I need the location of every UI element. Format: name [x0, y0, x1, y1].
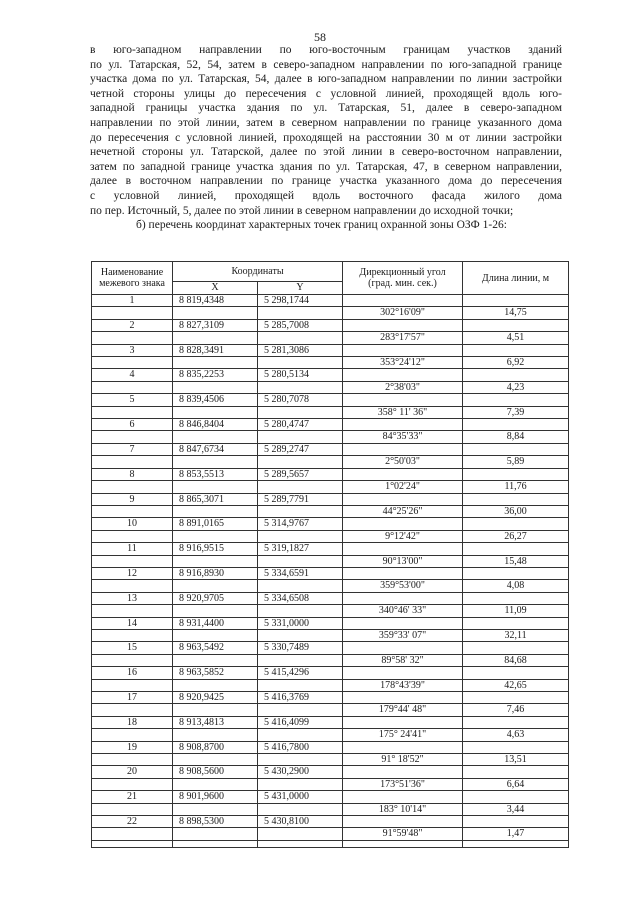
table-row-continuation	[92, 840, 569, 847]
table-row-segment	[92, 406, 569, 418]
segment-length: 26,27	[463, 530, 569, 542]
table-row-segment	[92, 778, 569, 790]
point-name: 2	[92, 319, 173, 331]
empty-cell	[92, 307, 173, 319]
segment-length: 7,39	[463, 406, 569, 418]
table-row-point	[92, 741, 569, 753]
segment-length: 4,63	[463, 729, 569, 741]
empty-cell	[92, 679, 173, 691]
empty-cell	[173, 381, 258, 393]
empty-cell	[92, 605, 173, 617]
empty-cell	[463, 642, 569, 654]
table-row-segment	[92, 431, 569, 443]
point-x: 8 908,5600	[173, 766, 258, 778]
empty-cell	[463, 518, 569, 530]
empty-cell	[343, 791, 463, 803]
point-y: 5 289,5657	[258, 468, 343, 480]
segment-length: 5,89	[463, 456, 569, 468]
header-length: Длина линии, м	[463, 262, 569, 295]
empty-cell	[343, 518, 463, 530]
table-row-segment	[92, 357, 569, 369]
point-y: 5 430,8100	[258, 816, 343, 828]
point-name: 4	[92, 369, 173, 381]
empty-cell	[463, 369, 569, 381]
point-x: 8 846,8404	[173, 419, 258, 431]
empty-cell	[258, 754, 343, 766]
table-row-segment	[92, 828, 569, 840]
empty-cell	[173, 654, 258, 666]
point-x: 8 847,6734	[173, 443, 258, 455]
point-name: 18	[92, 716, 173, 728]
empty-cell	[343, 295, 463, 307]
empty-cell	[343, 567, 463, 579]
point-y: 5 331,0000	[258, 617, 343, 629]
empty-cell	[463, 667, 569, 679]
empty-cell	[463, 766, 569, 778]
empty-cell	[173, 555, 258, 567]
segment-angle: 9°12'42"	[343, 530, 463, 542]
segment-length: 32,11	[463, 629, 569, 641]
empty-cell	[173, 357, 258, 369]
table-row-point	[92, 493, 569, 505]
point-name: 15	[92, 642, 173, 654]
empty-cell	[463, 791, 569, 803]
point-x: 8 865,3071	[173, 493, 258, 505]
table-row-point	[92, 543, 569, 555]
empty-cell	[173, 629, 258, 641]
empty-cell	[92, 654, 173, 666]
point-x: 8 828,3491	[173, 344, 258, 356]
empty-cell	[343, 642, 463, 654]
empty-cell	[258, 456, 343, 468]
table-row-point	[92, 692, 569, 704]
point-x: 8 920,9705	[173, 592, 258, 604]
paragraph-line: далее в восточном направлении по границе участка указанного дома до пересечения	[90, 175, 562, 188]
table-row-point	[92, 642, 569, 654]
point-name: 17	[92, 692, 173, 704]
point-name: 3	[92, 344, 173, 356]
point-x: 8 835,2253	[173, 369, 258, 381]
empty-cell	[258, 828, 343, 840]
point-y: 5 416,7800	[258, 741, 343, 753]
table-row-point	[92, 716, 569, 728]
empty-cell	[92, 580, 173, 592]
segment-length: 4,08	[463, 580, 569, 592]
empty-cell	[463, 295, 569, 307]
segment-length: 13,51	[463, 754, 569, 766]
point-x: 8 853,5513	[173, 468, 258, 480]
table-row-segment	[92, 332, 569, 344]
point-y: 5 416,4099	[258, 716, 343, 728]
empty-cell	[92, 729, 173, 741]
segment-length: 3,44	[463, 803, 569, 815]
point-y: 5 314,9767	[258, 518, 343, 530]
table-row-segment	[92, 729, 569, 741]
segment-angle: 175° 24'41"	[343, 729, 463, 741]
empty-cell	[258, 481, 343, 493]
segment-angle: 359°53'00"	[343, 580, 463, 592]
table-row-point	[92, 394, 569, 406]
empty-cell	[463, 840, 569, 847]
empty-cell	[343, 369, 463, 381]
point-y: 5 280,4747	[258, 419, 343, 431]
empty-cell	[173, 505, 258, 517]
paragraph-line: по пер. Источный, 5, далее по этой линии в северном направлении до исходной точки;	[90, 204, 514, 217]
paragraph-line: до пересечения с условной линией, проходящей на расстоянии 30 м от линии застройки	[90, 131, 562, 144]
empty-cell	[258, 431, 343, 443]
point-y: 5 319,1827	[258, 543, 343, 555]
empty-cell	[173, 406, 258, 418]
empty-cell	[463, 468, 569, 480]
table-row-point	[92, 344, 569, 356]
empty-cell	[173, 778, 258, 790]
point-y: 5 289,7791	[258, 493, 343, 505]
body-text	[90, 43, 562, 233]
empty-cell	[343, 840, 463, 847]
table-row-segment	[92, 605, 569, 617]
empty-cell	[258, 307, 343, 319]
empty-cell	[343, 766, 463, 778]
point-x: 8 916,9515	[173, 543, 258, 555]
point-x: 8 901,9600	[173, 791, 258, 803]
empty-cell	[258, 580, 343, 592]
paragraph-line: по ул. Татарская, 52, 54, затем в северо-западном направлении по юго-западной границе	[90, 58, 562, 71]
empty-cell	[173, 828, 258, 840]
segment-length: 6,64	[463, 778, 569, 790]
point-y: 5 298,1744	[258, 295, 343, 307]
table-row-point	[92, 766, 569, 778]
point-name: 19	[92, 741, 173, 753]
segment-length: 14,75	[463, 307, 569, 319]
paragraph-line: западной границы участка здания по ул. Татарская, 51, далее в северо-западном	[90, 102, 562, 115]
empty-cell	[92, 803, 173, 815]
empty-cell	[258, 332, 343, 344]
empty-cell	[173, 530, 258, 542]
segment-length: 42,65	[463, 679, 569, 691]
point-y: 5 289,2747	[258, 443, 343, 455]
empty-cell	[463, 493, 569, 505]
point-name: 6	[92, 419, 173, 431]
table-row-segment	[92, 307, 569, 319]
empty-cell	[258, 840, 343, 847]
table-row-segment	[92, 481, 569, 493]
point-y: 5 415,4296	[258, 667, 343, 679]
table-row-point	[92, 295, 569, 307]
point-name: 22	[92, 816, 173, 828]
point-x: 8 839,4506	[173, 394, 258, 406]
table-row-point	[92, 419, 569, 431]
empty-cell	[173, 754, 258, 766]
empty-cell	[92, 629, 173, 641]
point-y: 5 285,7008	[258, 319, 343, 331]
point-name: 14	[92, 617, 173, 629]
segment-length: 7,46	[463, 704, 569, 716]
segment-length: 15,48	[463, 555, 569, 567]
segment-angle: 44°25'26"	[343, 505, 463, 517]
empty-cell	[173, 679, 258, 691]
empty-cell	[258, 679, 343, 691]
point-x: 8 963,5852	[173, 667, 258, 679]
table-row-point	[92, 592, 569, 604]
empty-cell	[173, 704, 258, 716]
empty-cell	[258, 357, 343, 369]
empty-cell	[173, 803, 258, 815]
empty-cell	[463, 419, 569, 431]
empty-cell	[92, 381, 173, 393]
segment-angle: 173°51'36"	[343, 778, 463, 790]
paragraph-line: в юго-западном направлении по юго-восточным границам участков зданий	[90, 44, 562, 56]
point-y: 5 334,6508	[258, 592, 343, 604]
point-name: 13	[92, 592, 173, 604]
header-angle: Дирекционный угол (град. мин. сек.)	[343, 262, 463, 295]
point-name: 20	[92, 766, 173, 778]
table-row-point	[92, 518, 569, 530]
table-row-segment	[92, 679, 569, 691]
empty-cell	[463, 319, 569, 331]
segment-angle: 183° 10'14"	[343, 803, 463, 815]
point-name: 5	[92, 394, 173, 406]
point-x: 8 891,0165	[173, 518, 258, 530]
empty-cell	[92, 332, 173, 344]
point-name: 8	[92, 468, 173, 480]
segment-length: 11,09	[463, 605, 569, 617]
empty-cell	[343, 716, 463, 728]
point-name: 21	[92, 791, 173, 803]
table-row-point	[92, 617, 569, 629]
empty-cell	[343, 543, 463, 555]
segment-length: 4,23	[463, 381, 569, 393]
point-y: 5 330,7489	[258, 642, 343, 654]
empty-cell	[258, 555, 343, 567]
empty-cell	[258, 654, 343, 666]
segment-length: 36,00	[463, 505, 569, 517]
point-y: 5 431,0000	[258, 791, 343, 803]
table-row-point	[92, 468, 569, 480]
segment-angle: 358° 11' 36"	[343, 406, 463, 418]
point-name: 1	[92, 295, 173, 307]
empty-cell	[343, 592, 463, 604]
point-y: 5 416,3769	[258, 692, 343, 704]
point-y: 5 430,2900	[258, 766, 343, 778]
empty-cell	[343, 493, 463, 505]
empty-cell	[258, 530, 343, 542]
segment-angle: 91°59'48"	[343, 828, 463, 840]
segment-length: 11,76	[463, 481, 569, 493]
segment-angle: 2°50'03"	[343, 456, 463, 468]
segment-length: 1,47	[463, 828, 569, 840]
point-x: 8 963,5492	[173, 642, 258, 654]
table-row-point	[92, 567, 569, 579]
empty-cell	[343, 468, 463, 480]
point-name: 10	[92, 518, 173, 530]
table-row-point	[92, 443, 569, 455]
empty-cell	[463, 816, 569, 828]
segment-length: 4,51	[463, 332, 569, 344]
table-subheading: б) перечень координат характерных точек границ охранной зоны ОЗФ 1-26:	[136, 219, 507, 232]
table-row-segment	[92, 555, 569, 567]
segment-angle: 179°44' 48"	[343, 704, 463, 716]
paragraph-line: с условной линией, проходящей вдоль восточного фасада жилого дома	[90, 189, 562, 202]
table-row-point	[92, 791, 569, 803]
empty-cell	[343, 394, 463, 406]
table-row-segment	[92, 580, 569, 592]
point-y: 5 281,3086	[258, 344, 343, 356]
empty-cell	[463, 567, 569, 579]
segment-angle: 178°43'39"	[343, 679, 463, 691]
segment-angle: 89°58' 32"	[343, 654, 463, 666]
point-y: 5 334,6591	[258, 567, 343, 579]
segment-angle: 84°35'33"	[343, 431, 463, 443]
empty-cell	[463, 543, 569, 555]
table-row-segment	[92, 629, 569, 641]
empty-cell	[92, 840, 173, 847]
paragraph-line: нечетной стороны ул. Татарской, далее по этой линии в северо-восточном направлении,	[90, 146, 562, 159]
paragraph-line: участка дома по ул. Татарская, 54, далее в юго-западном направлении по линии застройки	[90, 73, 562, 86]
table-row-segment	[92, 505, 569, 517]
point-name: 16	[92, 667, 173, 679]
point-x: 8 827,3109	[173, 319, 258, 331]
segment-angle: 359°33' 07"	[343, 629, 463, 641]
point-name: 7	[92, 443, 173, 455]
point-y: 5 280,7078	[258, 394, 343, 406]
paragraph-line: направлении по этой линии, затем в северном направлении по границе указанного дома	[90, 116, 562, 129]
empty-cell	[173, 580, 258, 592]
empty-cell	[92, 828, 173, 840]
empty-cell	[258, 505, 343, 517]
empty-cell	[92, 555, 173, 567]
empty-cell	[343, 443, 463, 455]
empty-cell	[173, 456, 258, 468]
empty-cell	[463, 592, 569, 604]
empty-cell	[92, 431, 173, 443]
point-x: 8 931,4400	[173, 617, 258, 629]
table-row-segment	[92, 530, 569, 542]
empty-cell	[92, 704, 173, 716]
segment-length: 84,68	[463, 654, 569, 666]
empty-cell	[258, 704, 343, 716]
segment-angle: 90°13'00"	[343, 555, 463, 567]
empty-cell	[343, 667, 463, 679]
table-row-segment	[92, 704, 569, 716]
paragraph-line: затем по западной границе участка здания по ул. Татарская, 47, в северном направлении,	[90, 160, 562, 173]
table-row-point	[92, 369, 569, 381]
empty-cell	[92, 505, 173, 517]
point-x: 8 908,8700	[173, 741, 258, 753]
coordinates-table	[91, 261, 569, 848]
segment-length: 6,92	[463, 357, 569, 369]
header-x: X	[173, 281, 258, 294]
table-row-point	[92, 667, 569, 679]
point-x: 8 819,4348	[173, 295, 258, 307]
point-x: 8 913,4813	[173, 716, 258, 728]
empty-cell	[92, 754, 173, 766]
header-name: Наименование межевого знака	[92, 262, 173, 295]
empty-cell	[343, 692, 463, 704]
empty-cell	[463, 443, 569, 455]
empty-cell	[92, 530, 173, 542]
segment-angle: 302°16'09"	[343, 307, 463, 319]
point-name: 9	[92, 493, 173, 505]
empty-cell	[463, 344, 569, 356]
empty-cell	[258, 778, 343, 790]
table-body	[92, 295, 569, 848]
segment-angle: 1°02'24"	[343, 481, 463, 493]
segment-angle: 283°17'57"	[343, 332, 463, 344]
empty-cell	[92, 357, 173, 369]
point-name: 11	[92, 543, 173, 555]
empty-cell	[173, 729, 258, 741]
segment-angle: 353°24'12"	[343, 357, 463, 369]
header-y: Y	[258, 281, 343, 294]
point-name: 12	[92, 567, 173, 579]
table-row-point	[92, 816, 569, 828]
empty-cell	[258, 729, 343, 741]
segment-angle: 91° 18'52"	[343, 754, 463, 766]
empty-cell	[463, 741, 569, 753]
segment-angle: 2°38'03"	[343, 381, 463, 393]
segment-length: 8,84	[463, 431, 569, 443]
empty-cell	[463, 692, 569, 704]
empty-cell	[92, 406, 173, 418]
empty-cell	[258, 406, 343, 418]
table-row-segment	[92, 803, 569, 815]
table-row-point	[92, 319, 569, 331]
segment-angle: 340°46' 33"	[343, 605, 463, 617]
empty-cell	[173, 481, 258, 493]
empty-cell	[258, 803, 343, 815]
point-x: 8 916,8930	[173, 567, 258, 579]
empty-cell	[343, 816, 463, 828]
empty-cell	[173, 307, 258, 319]
page-number: 58	[314, 30, 326, 44]
empty-cell	[343, 344, 463, 356]
empty-cell	[343, 319, 463, 331]
empty-cell	[343, 617, 463, 629]
paragraph-line: четной стороны улицы до пересечения с условной линией, проходящей вдоль юго-	[90, 87, 562, 100]
empty-cell	[343, 419, 463, 431]
header-coordinates: Координаты	[173, 262, 343, 282]
point-x: 8 920,9425	[173, 692, 258, 704]
empty-cell	[258, 629, 343, 641]
empty-cell	[258, 381, 343, 393]
table-row-segment	[92, 381, 569, 393]
empty-cell	[173, 431, 258, 443]
empty-cell	[92, 456, 173, 468]
empty-cell	[173, 840, 258, 847]
point-x: 8 898,5300	[173, 816, 258, 828]
table-row-segment	[92, 654, 569, 666]
empty-cell	[463, 617, 569, 629]
empty-cell	[463, 716, 569, 728]
empty-cell	[92, 778, 173, 790]
table-row-segment	[92, 754, 569, 766]
empty-cell	[343, 741, 463, 753]
empty-cell	[463, 394, 569, 406]
table-row-segment	[92, 456, 569, 468]
empty-cell	[258, 605, 343, 617]
point-y: 5 280,5134	[258, 369, 343, 381]
empty-cell	[173, 605, 258, 617]
empty-cell	[92, 481, 173, 493]
empty-cell	[173, 332, 258, 344]
